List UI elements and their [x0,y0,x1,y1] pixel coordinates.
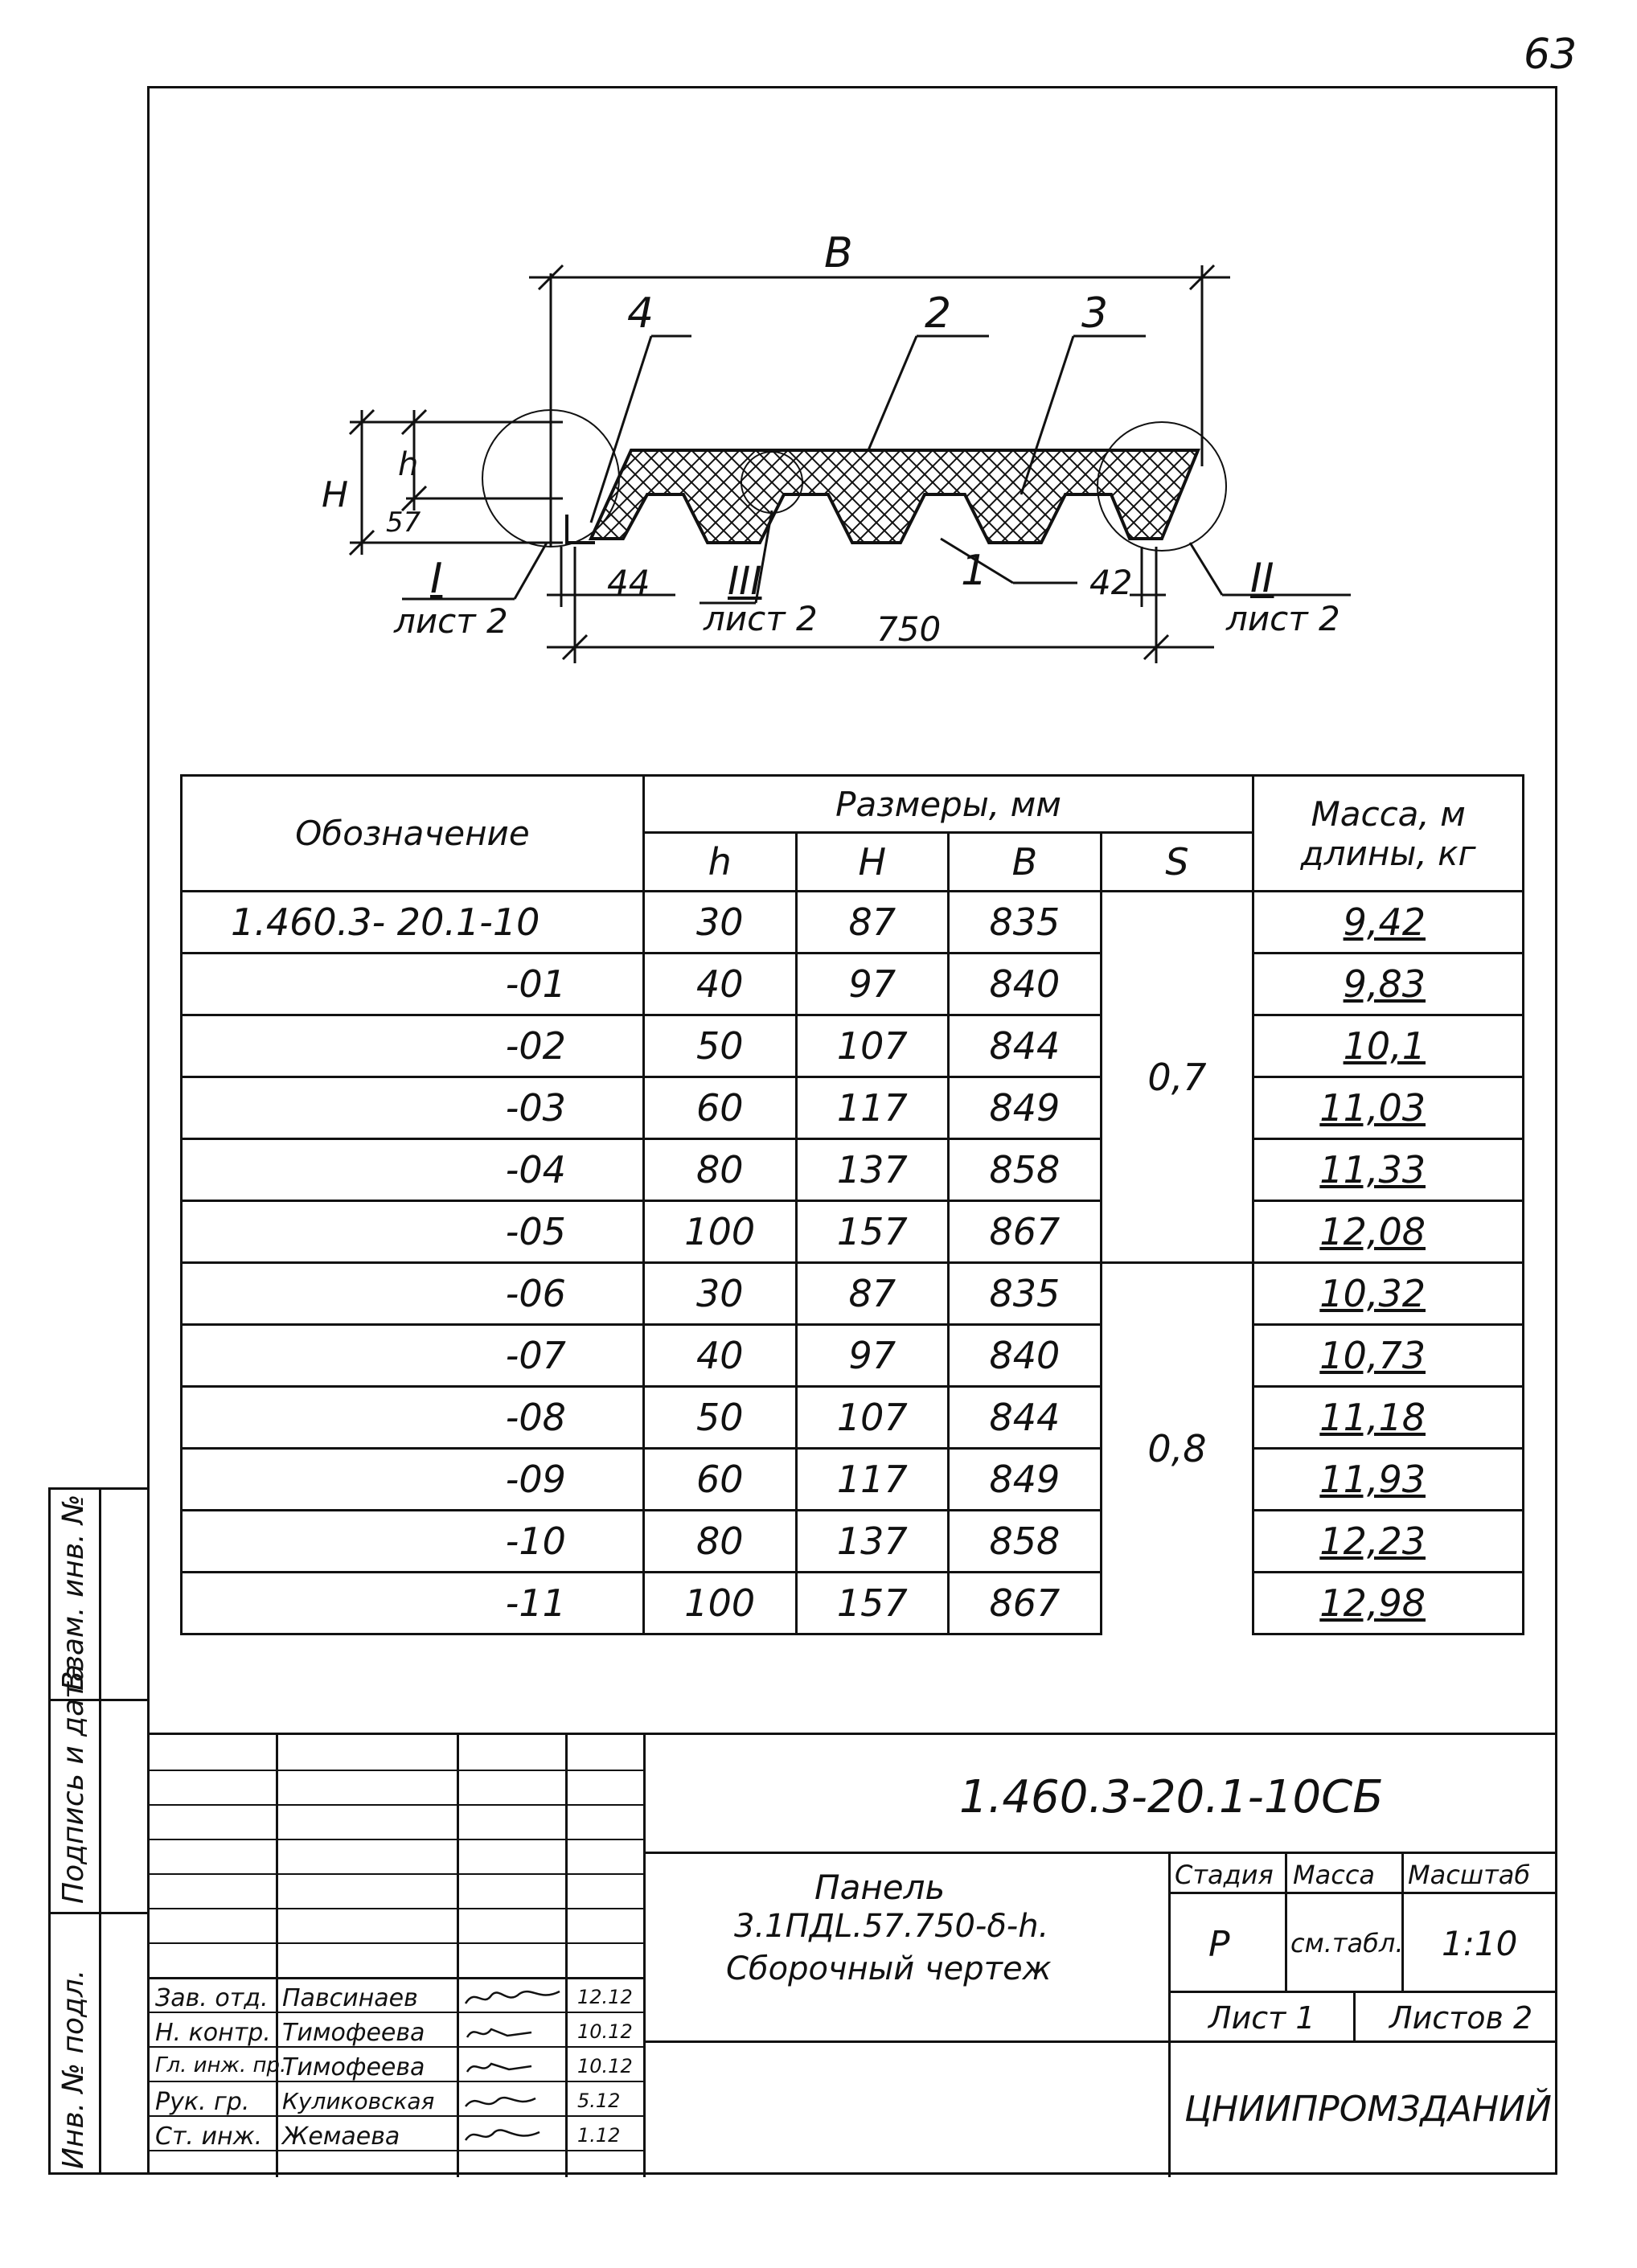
row-B: 835 [949,892,1102,954]
signer-name: Павсинаев [282,1984,418,2012]
spec-table [180,774,1524,1635]
row-H: 97 [796,1325,949,1387]
table-row [182,1263,1524,1325]
doc-code: 1.460.3-20.1-10СБ [959,1771,1384,1823]
view-III-label: III [728,559,762,604]
table-row [182,1511,1524,1573]
row-mass: 11,03 [1253,1077,1524,1139]
table-row [182,1387,1524,1449]
callout-4: 4 [627,289,654,338]
row-B: 844 [949,1015,1102,1077]
row-B: 849 [949,1077,1102,1139]
signer-date: 1.12 [577,2124,621,2147]
row-H: 157 [796,1573,949,1634]
row-designation: -02 [182,1015,644,1077]
row-H: 107 [796,1387,949,1449]
col-H: Н [796,833,949,892]
title-line3: Сборочный чертеж [726,1950,1052,1987]
signer-name: Жемаева [282,2122,400,2151]
dim-44-label: 44 [607,563,650,602]
row-mass: 10,73 [1253,1325,1524,1387]
row-B: 840 [949,954,1102,1015]
row-designation: -03 [182,1077,644,1139]
row-designation: -09 [182,1449,644,1511]
col-B: В [949,833,1102,892]
signer-role: Гл. инж. пр. [155,2053,287,2077]
row-designation: -04 [182,1139,644,1201]
table-row [182,1015,1524,1077]
dim-H-label: Н [322,474,349,515]
callout-3: 3 [1081,289,1109,338]
row-B: 867 [949,1573,1102,1634]
table-row [182,1201,1524,1263]
row-mass: 11,33 [1253,1139,1524,1201]
row-B: 858 [949,1139,1102,1201]
org-name: ЦНИИПРОМЗДАНИЙ [1184,2089,1552,2130]
title-line1: Панель [814,1868,946,1907]
dim-57-label: 57 [386,507,421,539]
table-row [182,1573,1524,1634]
row-h: 80 [643,1511,796,1573]
signer-role: Н. контр. [155,2019,271,2047]
stage-value: Р [1208,1924,1230,1965]
row-designation: -08 [182,1387,644,1449]
signer-role: Зав. отд. [155,1984,269,2012]
signer-name: Тимофеева [282,2019,425,2047]
col-S: S [1101,833,1253,892]
table-row [182,1139,1524,1201]
s-group-1: 0,7 [1101,892,1253,1263]
sheets-value: Листов 2 [1389,2000,1533,2036]
view-III-sheet: лист 2 [704,599,818,638]
row-H: 117 [796,1449,949,1511]
mass-value: см.табл. [1290,1928,1404,1958]
dim-h-label: h [398,446,419,483]
row-H: 87 [796,1263,949,1325]
signatures [459,1979,565,2177]
row-mass: 9,42 [1253,892,1524,954]
sheet-value: Лист 1 [1208,2000,1315,2036]
row-designation: 1.460.3- 20.1-10 [182,892,644,954]
signer-date: 12.12 [577,1986,633,2008]
view-I-label: I [430,555,443,603]
row-h: 30 [643,1263,796,1325]
row-H: 117 [796,1077,949,1139]
signer-date: 10.12 [577,2055,633,2077]
row-designation: -05 [182,1201,644,1263]
row-h: 100 [643,1201,796,1263]
row-h: 40 [643,954,796,1015]
table-row [182,954,1524,1015]
row-h: 60 [643,1449,796,1511]
table-row [182,1325,1524,1387]
hdr-stage: Стадия [1175,1860,1274,1890]
row-designation: -10 [182,1511,644,1573]
dim-42-label: 42 [1089,563,1133,602]
row-mass: 11,93 [1253,1449,1524,1511]
row-designation: -06 [182,1263,644,1325]
row-B: 858 [949,1511,1102,1573]
row-B: 849 [949,1449,1102,1511]
row-B: 840 [949,1325,1102,1387]
signer-date: 10.12 [577,2020,633,2043]
row-B: 844 [949,1387,1102,1449]
col-mass: Масса, м длины, кг [1253,776,1524,892]
row-mass: 12,23 [1253,1511,1524,1573]
view-II-sheet: лист 2 [1226,599,1340,638]
row-h: 50 [643,1015,796,1077]
view-I-sheet: лист 2 [394,601,508,641]
hdr-scale: Масштаб [1408,1860,1531,1890]
view-II-label: II [1250,555,1274,601]
row-designation: -01 [182,954,644,1015]
side-inv-podl: Инв. № подл. [57,1969,90,2169]
scale-value: 1:10 [1442,1924,1518,1963]
dim-b-label: В [824,229,853,277]
table-row [182,1077,1524,1139]
row-H: 157 [796,1201,949,1263]
col-h: h [643,833,796,892]
row-designation: -07 [182,1325,644,1387]
row-H: 107 [796,1015,949,1077]
dim-750-label: 750 [876,609,942,649]
row-h: 40 [643,1325,796,1387]
row-h: 30 [643,892,796,954]
row-mass: 9,83 [1253,954,1524,1015]
row-H: 97 [796,954,949,1015]
row-B: 835 [949,1263,1102,1325]
signer-role: Рук. гр. [155,2088,250,2116]
hdr-mass: Масса [1293,1860,1376,1890]
col-designation: Обозначение [182,776,644,892]
signer-name: Тимофеева [282,2053,425,2081]
s-group-2: 0,8 [1101,1263,1253,1634]
row-H: 137 [796,1139,949,1201]
table-row [182,1449,1524,1511]
side-stamp [48,1487,147,2175]
row-h: 100 [643,1573,796,1634]
row-mass: 10,1 [1253,1015,1524,1077]
row-mass: 12,98 [1253,1573,1524,1634]
callout-1: 1 [961,547,988,595]
row-designation: -11 [182,1573,644,1634]
page-number: 63 [1524,31,1578,79]
signer-date: 5.12 [577,2090,621,2112]
col-dimensions: Размеры, мм [643,776,1253,833]
row-h: 80 [643,1139,796,1201]
side-podpis: Подпись и дата [57,1663,90,1904]
row-B: 867 [949,1201,1102,1263]
row-h: 60 [643,1077,796,1139]
row-h: 50 [643,1387,796,1449]
row-mass: 12,08 [1253,1201,1524,1263]
row-H: 137 [796,1511,949,1573]
title-line2: 3.1ПДL.57.750-δ-h. [734,1908,1049,1945]
signer-role: Ст. инж. [155,2122,263,2151]
title-block [147,1733,1557,2175]
callout-2: 2 [925,289,952,338]
row-mass: 11,18 [1253,1387,1524,1449]
row-H: 87 [796,892,949,954]
table-row [182,892,1524,954]
row-mass: 10,32 [1253,1263,1524,1325]
side-inv-vzam: Взам. инв. № [57,1494,90,1691]
signer-name: Куликовская [282,2088,435,2114]
